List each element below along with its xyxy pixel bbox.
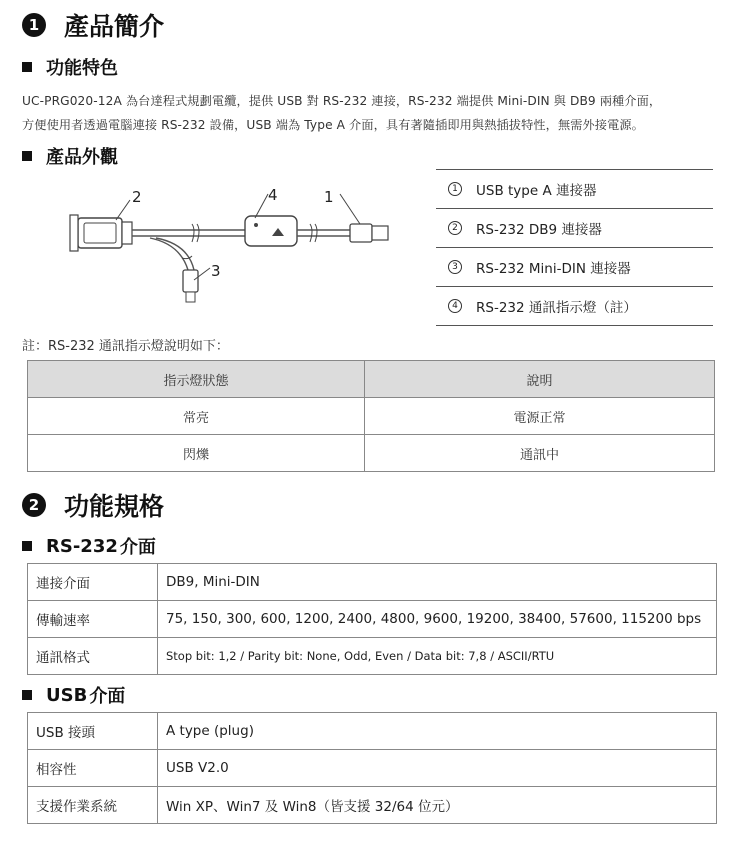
table-cell: 電源正常 <box>365 398 715 435</box>
spec-key: 相容性 <box>28 750 158 787</box>
subheading-title-rest: 介面 <box>89 686 126 707</box>
subheading-title-bold: RS-232 <box>46 535 118 557</box>
part-row <box>436 287 713 326</box>
spec-key: 通訊格式 <box>28 638 158 675</box>
callout-3: 3 <box>211 262 221 280</box>
parts-list <box>436 169 713 326</box>
spec-value: Stop bit: 1,2 / Parity bit: None, Odd, Even / Data bit: 7,8 / ASCII/RTU <box>158 638 717 675</box>
subheading-rs232 <box>22 533 156 559</box>
table-cell: 閃爍 <box>28 435 365 472</box>
spec-value: Win XP、Win7 及 Win8（皆支援 32/64 位元） <box>158 787 717 824</box>
section-title: 功能規格 <box>64 492 165 521</box>
section-number-badge: 1 <box>22 13 46 37</box>
table-header-cell: 說明 <box>365 361 715 398</box>
circled-number: 1 <box>448 182 462 196</box>
cable-illustration <box>60 180 400 320</box>
spec-key: 傳輸速率 <box>28 601 158 638</box>
usb-connector-icon <box>350 224 388 242</box>
usb-spec-table <box>27 712 717 824</box>
callout-1: 1 <box>324 188 334 206</box>
section-title: 產品簡介 <box>64 12 165 41</box>
part-label: USB type A 連接器 <box>476 183 597 199</box>
bullet-square-icon <box>22 62 32 72</box>
subheading-title-rest: 介面 <box>119 537 156 558</box>
table-row <box>28 713 717 750</box>
section-heading-specs <box>22 487 164 523</box>
bullet-square-icon <box>22 151 32 161</box>
part-label: RS-232 通訊指示燈（註） <box>476 300 637 316</box>
table-cell: 通訊中 <box>365 435 715 472</box>
spec-key: 連接介面 <box>28 564 158 601</box>
spec-value: 75, 150, 300, 600, 1200, 2400, 4800, 9600, 19200, 38400, 57600, 115200 bps <box>158 601 717 638</box>
circled-number: 3 <box>448 260 462 274</box>
section-heading-product-intro <box>22 7 164 43</box>
table-row <box>28 601 717 638</box>
table-row <box>28 564 717 601</box>
spec-key: USB 接頭 <box>28 713 158 750</box>
subheading-appearance <box>22 143 118 169</box>
spec-value: DB9, Mini-DIN <box>158 564 717 601</box>
table-header-cell: 指示燈狀態 <box>28 361 365 398</box>
part-row <box>436 170 713 209</box>
table-row <box>28 787 717 824</box>
db9-connector-icon <box>70 215 132 251</box>
subheading-title: 功能特色 <box>46 58 118 79</box>
led-status-table <box>27 360 715 472</box>
table-row <box>28 638 717 675</box>
features-line-1: UC-PRG020-12A 為台達程式規劃電纜，提供 USB 對 RS-232 連接，RS-232 端提供 Mini-DIN 與 DB9 兩種介面， <box>22 94 662 108</box>
table-row <box>28 435 715 472</box>
spec-value: A type (plug) <box>158 713 717 750</box>
minidin-connector-icon <box>183 270 198 302</box>
features-line-2: 方便使用者透過電腦連接 RS-232 設備，USB 端為 Type A 介面，具有著隨插即用與熱插拔特性，無需外接電源。 <box>22 118 644 132</box>
spec-value: USB V2.0 <box>158 750 717 787</box>
subheading-title: 產品外觀 <box>46 147 118 168</box>
part-label: RS-232 DB9 連接器 <box>476 222 602 238</box>
table-header-row <box>28 361 715 398</box>
section-number-badge: 2 <box>22 493 46 517</box>
callout-4: 4 <box>268 186 278 204</box>
part-label: RS-232 Mini-DIN 連接器 <box>476 261 631 277</box>
spec-key: 支援作業系統 <box>28 787 158 824</box>
table-cell: 常亮 <box>28 398 365 435</box>
subheading-features <box>22 54 118 80</box>
part-row <box>436 209 713 248</box>
bullet-square-icon <box>22 541 32 551</box>
subheading-usb <box>22 682 125 708</box>
signal-module-icon <box>245 216 297 246</box>
bullet-square-icon <box>22 690 32 700</box>
part-row <box>436 248 713 287</box>
table-row <box>28 750 717 787</box>
led-note: 註：RS-232 通訊指示燈說明如下： <box>22 339 229 354</box>
table-row <box>28 398 715 435</box>
subheading-title-bold: USB <box>46 684 88 706</box>
circled-number: 4 <box>448 299 462 313</box>
circled-number: 2 <box>448 221 462 235</box>
rs232-spec-table <box>27 563 717 675</box>
callout-2: 2 <box>132 188 142 206</box>
